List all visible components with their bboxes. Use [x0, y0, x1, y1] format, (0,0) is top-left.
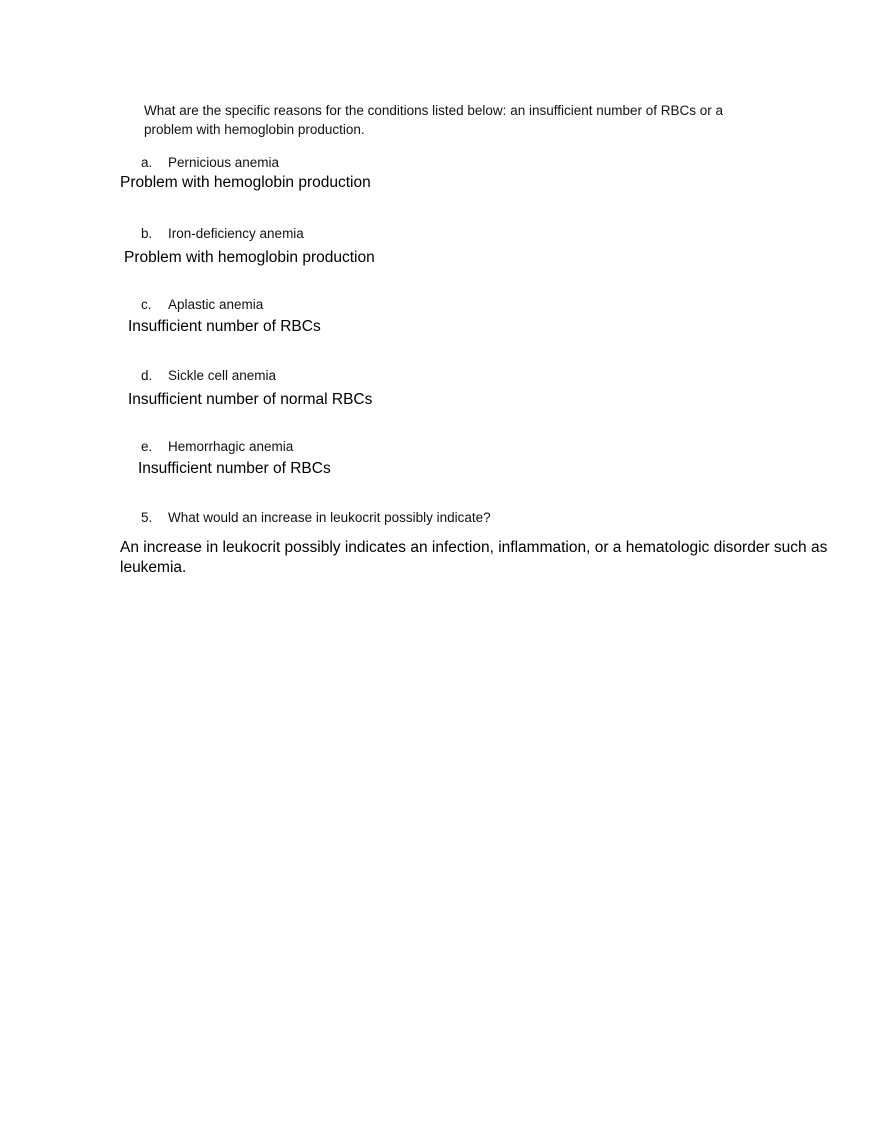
question-5-answer: An increase in leukocrit possibly indicates an infection, inflammation, or a hematologic disorder such as leukemia. [120, 539, 828, 576]
question-5-text: What would an increase in leukocrit possibly indicate? [168, 510, 491, 525]
item-e-label: e. [141, 439, 153, 454]
item-b-question: Iron-deficiency anemia [168, 226, 304, 241]
item-b-label: b. [141, 226, 153, 241]
question-intro: What are the specific reasons for the conditions listed below: an insufficient number of RBCs or a problem with hemoglobin production. [144, 103, 724, 137]
item-d-label: d. [141, 368, 153, 383]
item-b-question-row [141, 225, 304, 242]
item-e-question: Hemorrhagic anemia [168, 439, 294, 454]
item-e-answer: Insufficient number of RBCs [138, 460, 331, 477]
item-a-question: Pernicious anemia [168, 155, 280, 170]
question-5-row [141, 509, 491, 526]
item-d-question-row [141, 367, 276, 384]
item-e-question-row [141, 438, 293, 455]
item-d-question: Sickle cell anemia [168, 368, 277, 383]
item-a-question-row [141, 154, 279, 171]
item-c-question: Aplastic anemia [168, 297, 264, 312]
question-5-label: 5. [141, 510, 153, 525]
item-c-question-row [141, 296, 263, 313]
item-c-answer: Insufficient number of RBCs [128, 318, 321, 335]
item-a-label: a. [141, 155, 153, 170]
item-a-answer: Problem with hemoglobin production [120, 174, 371, 191]
item-d-answer: Insufficient number of normal RBCs [128, 391, 373, 408]
item-c-label: c. [141, 297, 152, 312]
item-b-answer: Problem with hemoglobin production [124, 249, 375, 266]
